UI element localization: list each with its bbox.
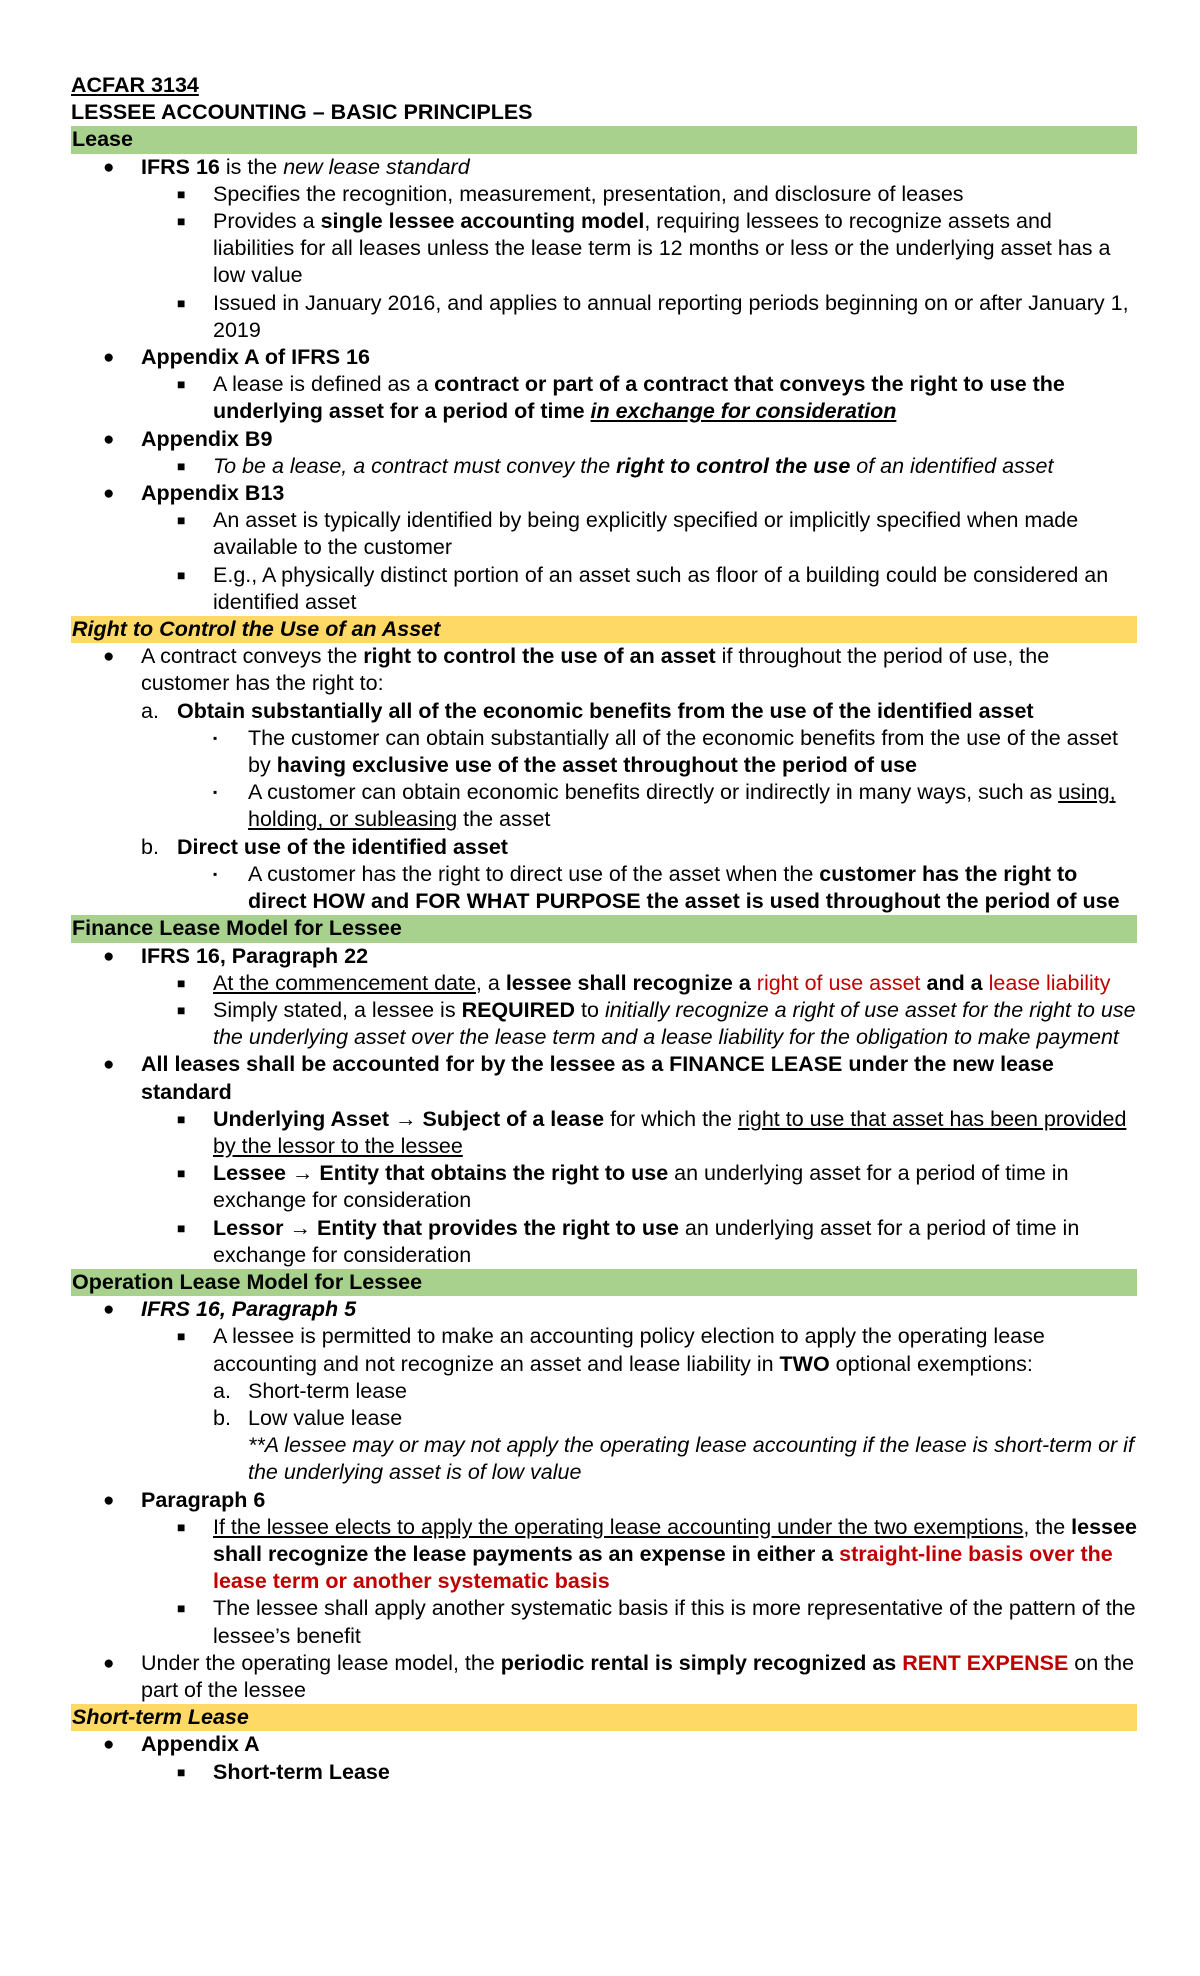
list-item: ● Appendix B13 (71, 480, 1137, 507)
bullet-square-icon: ■ (177, 213, 186, 230)
bullet-square-icon: ■ (177, 1110, 186, 1127)
bullet-dot-icon: ● (103, 156, 115, 178)
document-title: LESSEE ACCOUNTING – BASIC PRINCIPLES (71, 100, 533, 125)
section-header-short-term-lease: Short-term Lease (71, 1704, 1137, 1731)
bullet-dot-icon: ● (103, 1054, 115, 1076)
arrow-right-icon: → (395, 1106, 417, 1131)
list-item: ■ E.g., A physically distinct portion of an asset such as floor of a building could be considered an identified asset (177, 562, 1109, 614)
list-item: ■ A lease is defined as a contract or part of a contract that conveys the right to use the underlying asset for a period of time in exchange for consideration (177, 372, 1065, 424)
note-text: **A lessee may or may not apply the operating lease accounting if the lease is short-term or if the underlying asset is of low value (248, 1433, 1134, 1485)
bullet-small-square-icon: ▪ (213, 866, 218, 881)
list-item: a. Short-term lease (71, 1378, 1137, 1405)
bullet-square-icon: ■ (177, 974, 186, 991)
list-item: ● Appendix B9 (71, 426, 1137, 453)
bullet-square-icon: ■ (177, 1518, 186, 1535)
list-item: a. Obtain substantially all of the economic benefits from the use of the identified asset (71, 698, 1137, 725)
list-item: ● Under the operating lease model, the periodic rental is simply recognized as RENT EXPENSE on the part of the lessee (103, 1650, 1135, 1702)
list-marker: b. (141, 834, 159, 859)
list-item: ● Appendix A of IFRS 16 (71, 344, 1137, 371)
list-item: ● IFRS 16 is the new lease standard (71, 154, 1137, 181)
list-item: ■ Lessee → Entity that obtains the right to use an underlying asset for a period of time in exchange for consideration (177, 1161, 1069, 1213)
list-item: ■ Short-term Lease (71, 1759, 1137, 1786)
bullet-dot-icon: ● (103, 646, 115, 668)
list-item: ■ Specifies the recognition, measurement, presentation, and disclosure of leases (71, 181, 1137, 208)
bullet-dot-icon: ● (103, 347, 115, 369)
list-item: ■ Provides a single lessee accounting model, requiring lessees to recognize assets and liabilities for all leases unless the lease term is 12 months or less or the underlying asset has a low value (177, 209, 1111, 288)
list-item: ■ If the lessee elects to apply the operating lease accounting under the two exemptions, the lessee shall recognize the lease payments as an expense in either a straight-line basis over the lease term or another systematic basis (177, 1514, 1137, 1594)
bullet-square-icon: ■ (177, 1600, 186, 1617)
list-marker: b. (213, 1405, 231, 1430)
list-item: ● Appendix A (71, 1731, 1137, 1758)
section-header-right-to-control: Right to Control the Use of an Asset (71, 616, 1137, 643)
bullet-square-icon: ■ (177, 1165, 186, 1182)
bullet-dot-icon: ● (103, 945, 115, 967)
list-marker: a. (141, 698, 159, 723)
bullet-dot-icon: ● (103, 1652, 115, 1674)
list-item: ■ Underlying Asset → Subject of a lease for which the right to use that asset has been provided by the lessor to the lessee (177, 1106, 1127, 1158)
list-item: ▪ A customer can obtain economic benefits directly or indirectly in many ways, such as using, holding, or subleasing the asset (213, 780, 1116, 832)
section-header-operation-lease: Operation Lease Model for Lessee (71, 1269, 1137, 1296)
list-item: ■ Simply stated, a lessee is REQUIRED to initially recognize a right of use asset for the right to use the underlying asset over the lease term and a lease liability for the obligation to make payment (177, 997, 1136, 1050)
course-code: ACFAR 3134 (71, 73, 199, 97)
list-item: ■ Lessor → Entity that provides the right to use an underlying asset for a period of time in exchange for consideration (177, 1215, 1080, 1267)
arrow-right-icon: → (291, 1161, 314, 1186)
list-item: ● IFRS 16, Paragraph 22 (71, 943, 1137, 970)
bullet-dot-icon: ● (103, 1734, 115, 1756)
section-header-finance-lease: Finance Lease Model for Lessee (71, 915, 1137, 942)
bullet-square-icon: ■ (177, 457, 186, 474)
bullet-square-icon: ■ (177, 1763, 186, 1780)
bullet-square-icon: ■ (177, 512, 186, 529)
list-item: ■ To be a lease, a contract must convey the right to control the use of an identified asset (71, 453, 1137, 480)
list-item: ■ Issued in January 2016, and applies to annual reporting periods beginning on or after January 1, 2019 (177, 290, 1129, 342)
bullet-dot-icon: ● (103, 1299, 115, 1321)
bullet-square-icon: ■ (177, 566, 186, 583)
list-item: ▪ A customer has the right to direct use of the asset when the customer has the right to direct HOW and FOR WHAT PURPOSE the asset is used throughout the period of use (213, 861, 1120, 914)
list-item: ● IFRS 16, Paragraph 5 (71, 1296, 1137, 1323)
list-item: ● Paragraph 6 (71, 1487, 1137, 1514)
list-item: ■ An asset is typically identified by being explicitly specified or implicitly specified when made available to the customer (177, 508, 1079, 560)
bullet-small-square-icon: ▪ (213, 785, 218, 800)
list-item: b. Low value lease (71, 1405, 1137, 1432)
section-header-lease: Lease (71, 126, 1137, 153)
list-item: ● A contract conveys the right to control the use of an asset if throughout the period of use, the customer has the right to: (103, 644, 1050, 696)
bullet-square-icon: ■ (177, 1328, 186, 1345)
bullet-small-square-icon: ▪ (213, 730, 218, 745)
list-marker: a. (213, 1378, 231, 1403)
list-item: ▪ The customer can obtain substantially all of the economic benefits from the use of the asset by having exclusive use of the asset throughout the period of use (213, 725, 1119, 778)
list-item: ● All leases shall be accounted for by the lessee as a FINANCE LEASE under the new lease standard (103, 1052, 1054, 1104)
bullet-dot-icon: ● (103, 428, 115, 450)
document-page (71, 72, 1137, 1786)
arrow-right-icon: → (289, 1215, 311, 1240)
list-item: ■ The lessee shall apply another systematic basis if this is more representative of the pattern of the lessee’s benefit (177, 1596, 1136, 1648)
bullet-square-icon: ■ (177, 185, 186, 202)
list-item: ■ At the commencement date, a lessee shall recognize a right of use asset and a lease liability (71, 970, 1137, 997)
bullet-square-icon: ■ (177, 376, 186, 393)
bullet-square-icon: ■ (177, 1219, 186, 1236)
bullet-dot-icon: ● (103, 1489, 115, 1511)
bullet-square-icon: ■ (177, 294, 186, 311)
list-item: ■ A lessee is permitted to make an accounting policy election to apply the operating lease accounting and not recognize an asset and lease liability in TWO optional exemptions: (177, 1324, 1045, 1376)
bullet-dot-icon: ● (103, 483, 115, 505)
bullet-square-icon: ■ (177, 1001, 186, 1018)
list-item: b. Direct use of the identified asset (71, 834, 1137, 861)
